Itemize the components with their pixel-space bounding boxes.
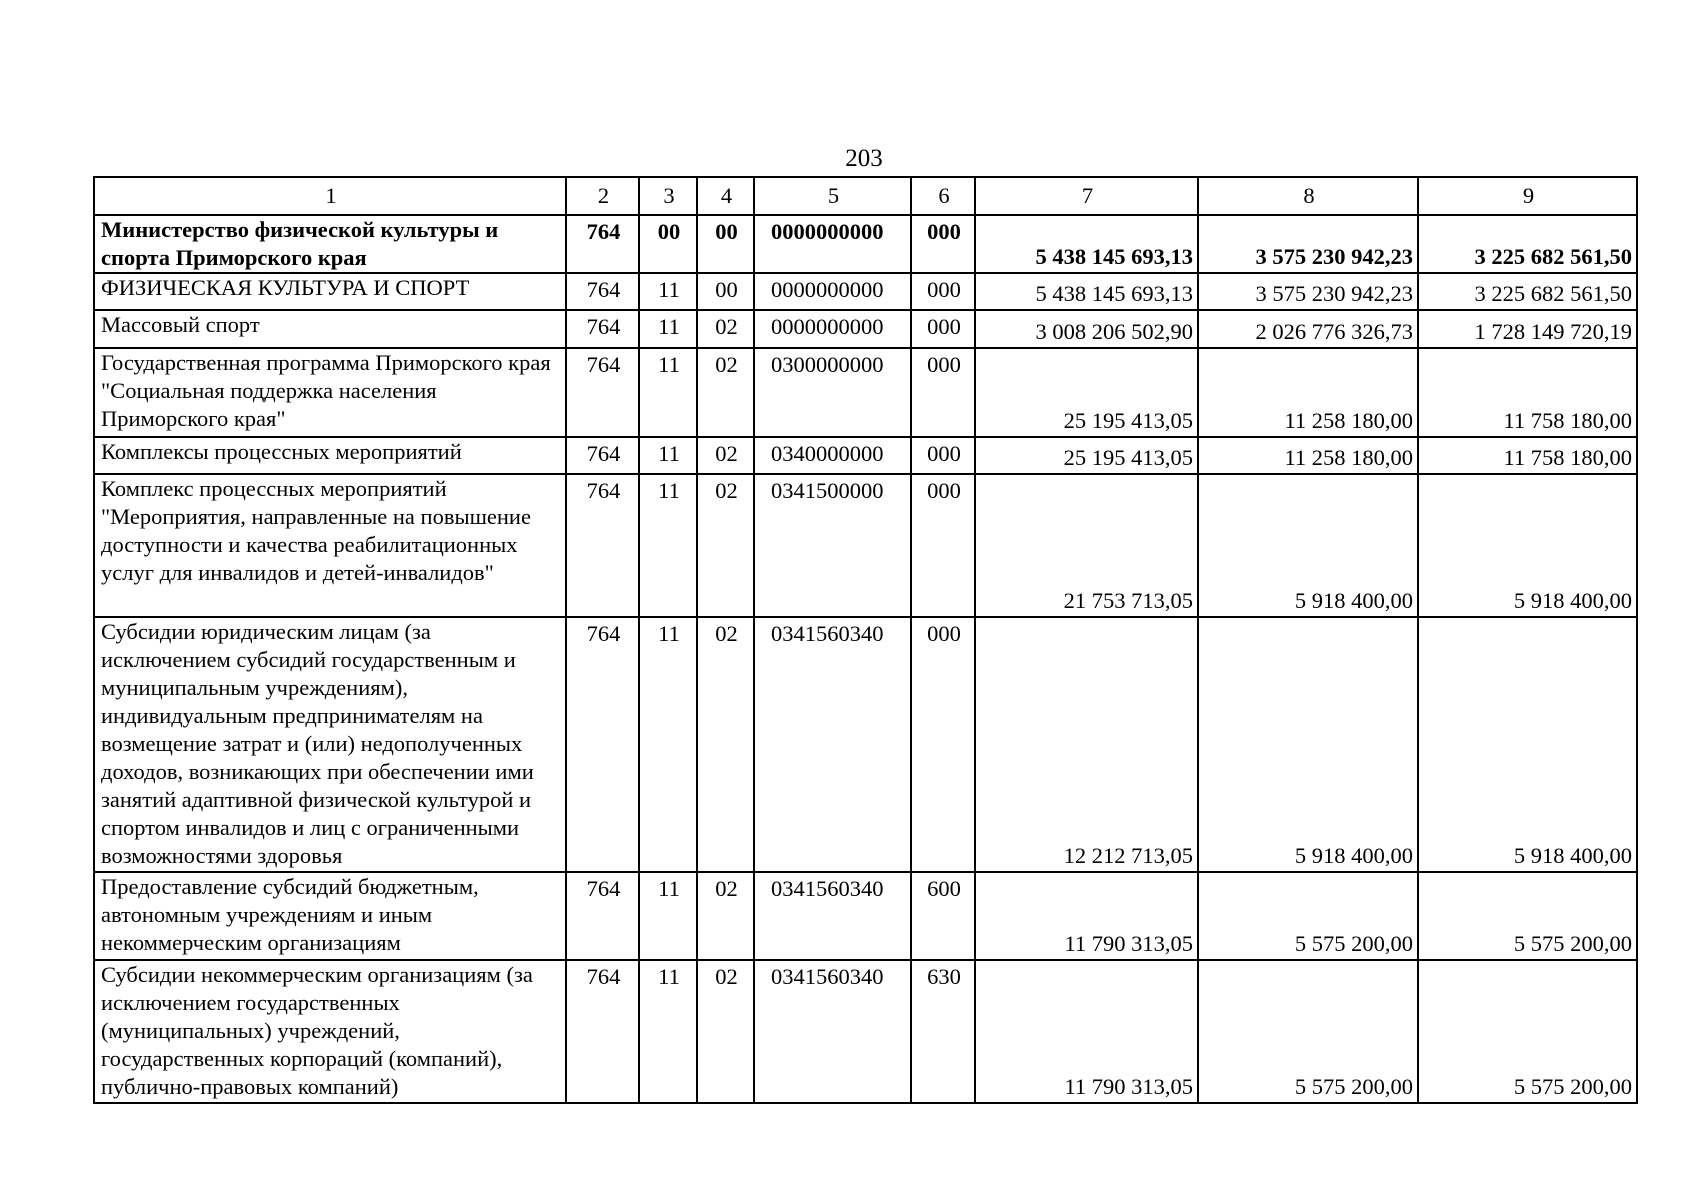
row-expense-type-code: 000 (911, 348, 975, 437)
row-amount-col7: 11 790 313,05 (975, 960, 1198, 1103)
table-row (94, 960, 1637, 1103)
table-row (94, 348, 1637, 437)
row-section-code: 11 (639, 273, 697, 310)
row-amount-col8: 3 575 230 942,23 (1198, 215, 1418, 273)
row-subsection-code: 00 (697, 215, 754, 273)
row-amount-col9: 3 225 682 561,50 (1418, 273, 1637, 310)
row-expense-type-code: 630 (911, 960, 975, 1103)
row-amount-col7: 12 212 713,05 (975, 617, 1198, 872)
table-row (94, 872, 1637, 960)
row-amount-col9: 5 575 200,00 (1418, 960, 1637, 1103)
row-ministry-code: 764 (566, 437, 639, 474)
row-amount-col7: 3 008 206 502,90 (975, 310, 1198, 348)
row-section-code: 11 (639, 872, 697, 960)
row-ministry-code: 764 (566, 215, 639, 273)
row-target-article-code: 0000000000 (754, 273, 911, 310)
row-ministry-code: 764 (566, 960, 639, 1103)
row-name: ФИЗИЧЕСКАЯ КУЛЬТУРА И СПОРТ (94, 273, 566, 310)
row-amount-col9: 3 225 682 561,50 (1418, 215, 1637, 273)
row-ministry-code: 764 (566, 310, 639, 348)
row-amount-col9: 11 758 180,00 (1418, 437, 1637, 474)
row-target-article-code: 0340000000 (754, 437, 911, 474)
row-expense-type-code: 000 (911, 617, 975, 872)
table-row (94, 215, 1637, 273)
row-ministry-code: 764 (566, 617, 639, 872)
row-name: Комплексы процессных мероприятий (94, 437, 566, 474)
row-expense-type-code: 000 (911, 215, 975, 273)
row-section-code: 11 (639, 617, 697, 872)
column-number-6: 6 (911, 177, 975, 215)
column-number-4: 4 (697, 177, 754, 215)
column-number-7: 7 (975, 177, 1198, 215)
row-ministry-code: 764 (566, 474, 639, 617)
column-number-1: 1 (94, 177, 566, 215)
row-amount-col8: 5 575 200,00 (1198, 960, 1418, 1103)
row-amount-col8: 11 258 180,00 (1198, 348, 1418, 437)
row-target-article-code: 0300000000 (754, 348, 911, 437)
row-amount-col7: 25 195 413,05 (975, 348, 1198, 437)
row-expense-type-code: 000 (911, 474, 975, 617)
row-subsection-code: 02 (697, 310, 754, 348)
row-section-code: 11 (639, 310, 697, 348)
row-target-article-code: 0341500000 (754, 474, 911, 617)
row-target-article-code: 0341560340 (754, 960, 911, 1103)
row-name: Предоставление субсидий бюджетным, автономным учреждениям и иным некоммерческим организациям (94, 872, 566, 960)
row-section-code: 11 (639, 960, 697, 1103)
row-amount-col7: 11 790 313,05 (975, 872, 1198, 960)
row-subsection-code: 02 (697, 474, 754, 617)
row-amount-col9: 1 728 149 720,19 (1418, 310, 1637, 348)
row-subsection-code: 02 (697, 872, 754, 960)
column-number-3: 3 (639, 177, 697, 215)
column-number-8: 8 (1198, 177, 1418, 215)
row-subsection-code: 02 (697, 437, 754, 474)
row-section-code: 00 (639, 215, 697, 273)
row-amount-col8: 11 258 180,00 (1198, 437, 1418, 474)
row-amount-col8: 5 918 400,00 (1198, 617, 1418, 872)
table-row (94, 474, 1637, 617)
row-target-article-code: 0341560340 (754, 617, 911, 872)
row-name: Массовый спорт (94, 310, 566, 348)
row-section-code: 11 (639, 474, 697, 617)
column-number-2: 2 (566, 177, 639, 215)
row-name: Министерство физической культуры и спорта Приморского края (94, 215, 566, 273)
row-expense-type-code: 000 (911, 437, 975, 474)
budget-table (93, 176, 1638, 1104)
row-amount-col8: 3 575 230 942,23 (1198, 273, 1418, 310)
row-subsection-code: 02 (697, 348, 754, 437)
column-number-row (94, 177, 1637, 215)
row-amount-col7: 5 438 145 693,13 (975, 215, 1198, 273)
row-amount-col7: 21 753 713,05 (975, 474, 1198, 617)
row-amount-col8: 5 575 200,00 (1198, 872, 1418, 960)
table-row (94, 310, 1637, 348)
row-ministry-code: 764 (566, 872, 639, 960)
row-target-article-code: 0341560340 (754, 872, 911, 960)
row-subsection-code: 02 (697, 960, 754, 1103)
row-section-code: 11 (639, 437, 697, 474)
row-amount-col8: 2 026 776 326,73 (1198, 310, 1418, 348)
row-target-article-code: 0000000000 (754, 310, 911, 348)
table-row (94, 273, 1637, 310)
row-target-article-code: 0000000000 (754, 215, 911, 273)
row-amount-col9: 5 918 400,00 (1418, 617, 1637, 872)
row-name: Субсидии юридическим лицам (за исключением субсидий государственным и муниципальным учреждениям), индивидуальным предпринимателям на возмещение затрат и (или) недополученных доходов, возникающих при обеспечении ими занятий адаптивной физической культурой и спортом инвалидов и лиц с ограниченными возможностями здоровья (94, 617, 566, 872)
row-ministry-code: 764 (566, 273, 639, 310)
table-row (94, 617, 1637, 872)
column-number-5: 5 (754, 177, 911, 215)
row-amount-col9: 5 918 400,00 (1418, 474, 1637, 617)
row-section-code: 11 (639, 348, 697, 437)
row-name: Государственная программа Приморского края "Социальная поддержка населения Приморского края" (94, 348, 566, 437)
row-name: Субсидии некоммерческим организациям (за исключением государственных (муниципальных) учреждений, государственных корпораций (компаний), публично-правовых компаний) (94, 960, 566, 1103)
row-subsection-code: 02 (697, 617, 754, 872)
table-row (94, 437, 1637, 474)
row-amount-col8: 5 918 400,00 (1198, 474, 1418, 617)
row-amount-col9: 11 758 180,00 (1418, 348, 1637, 437)
column-number-9: 9 (1418, 177, 1637, 215)
row-expense-type-code: 600 (911, 872, 975, 960)
row-expense-type-code: 000 (911, 273, 975, 310)
page-number: 203 (845, 145, 883, 172)
row-amount-col9: 5 575 200,00 (1418, 872, 1637, 960)
row-amount-col7: 25 195 413,05 (975, 437, 1198, 474)
row-amount-col7: 5 438 145 693,13 (975, 273, 1198, 310)
row-expense-type-code: 000 (911, 310, 975, 348)
row-subsection-code: 00 (697, 273, 754, 310)
row-name: Комплекс процессных мероприятий "Мероприятия, направленные на повышение доступности и качества реабилитационных услуг для инвалидов и детей-инвалидов" (94, 474, 566, 617)
row-ministry-code: 764 (566, 348, 639, 437)
